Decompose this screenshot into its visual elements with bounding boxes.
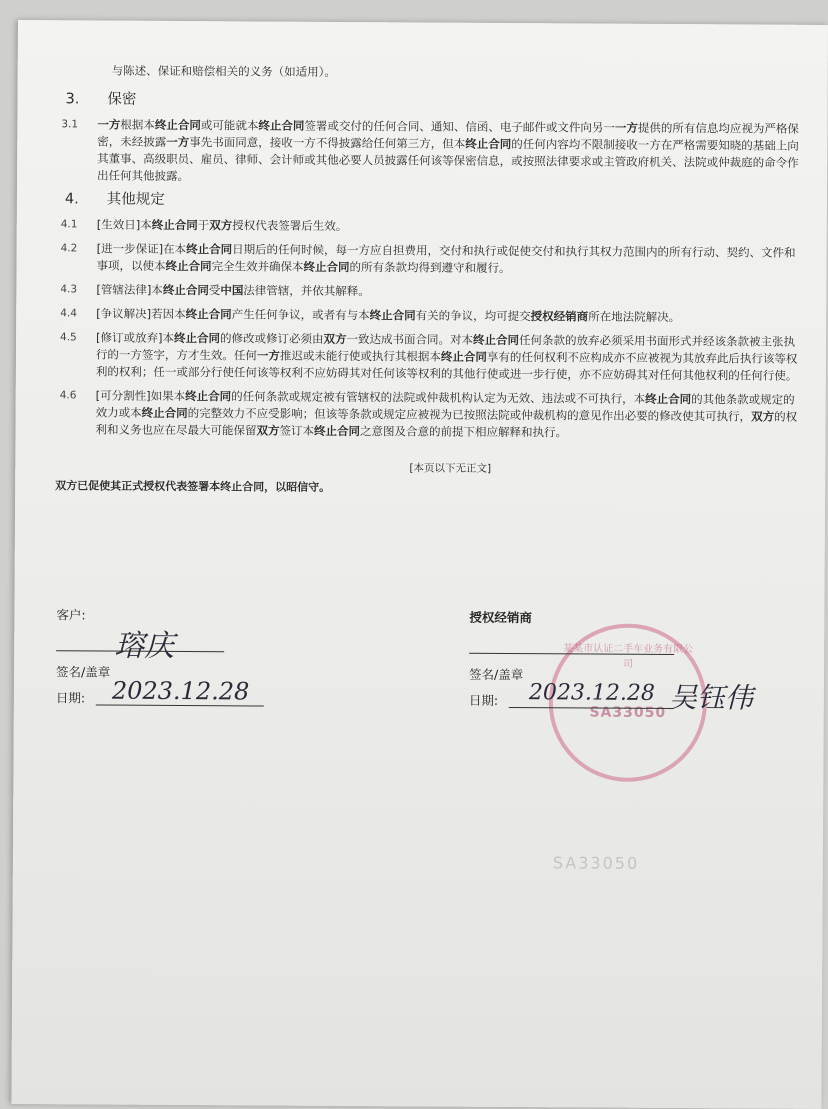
- customer-label: 客户:: [56, 607, 86, 623]
- clause-4-3: [56, 281, 806, 303]
- clause-4-4: [56, 305, 806, 327]
- bleed-through-stamp-ghost: SA33050: [552, 853, 640, 873]
- clause-text: [修订或放弃]本终止合同的修改或修订必须由双方一致达成书面合同。对本终止合同任何条款的放弃必须采用书面形式并经该条款被主张执行的一方签字，方才生效。任何一方推迟或未能行使或执行其根据本终止合同享有的任何权利不应构成亦不应被视为其放弃此后执行该等权利的权利；任一或部分行使任何该等权利不应妨碍其对任何该等权利的其他行使或进一步行使，亦不应妨碍其对任何其他权利的任何行使。: [95, 330, 798, 383]
- clause-3-1: [57, 116, 807, 189]
- customer-date-value: 2023.12.28: [111, 676, 250, 706]
- clause-4-6: [55, 387, 805, 443]
- section-3-heading: [65, 91, 807, 113]
- clause-text: [生效日]本终止合同于双方授权代表签署后生效。: [96, 217, 348, 234]
- clause-number: 4.5: [60, 331, 77, 344]
- clause-number: 4.3: [60, 283, 78, 296]
- clause-number: 4.2: [60, 242, 78, 255]
- customer-sign-label: 签名/盖章: [55, 664, 111, 680]
- clause-text: [进一步保证]在本终止合同日期后的任何时候，每一方应自担费用，交付和执行或促使交付和执行其权力范围内的所有行动、契约、文件和事项，以使本终止合同完全生效并确保本终止合同的所有条款均得到遵守和履行。: [96, 241, 796, 276]
- clause-4-5: [56, 329, 806, 385]
- customer-handwritten-signature: 瑢庆: [114, 628, 175, 664]
- clause-text: [争议解决]若因本终止合同产生任何争议，或者有与本终止合同有关的争议，均可提交授权经销商所在地法院解决。: [96, 306, 681, 325]
- stamp-ring-text: 某某市认证二手车业务有限公司: [563, 643, 694, 670]
- no-text-below-note: [本页以下无正文]: [409, 462, 492, 475]
- continued-text: 与陈述、保证和赔偿相关的义务（如适用）。: [111, 63, 336, 79]
- dealer-sign-label: 签名/盖章: [468, 666, 524, 683]
- dealer-date-label: 日期:: [468, 692, 499, 708]
- section-title: 保密: [107, 91, 137, 108]
- stamp-code: SA33050: [589, 704, 667, 721]
- document-page: [11, 20, 828, 1109]
- section-title: 其他规定: [106, 191, 165, 208]
- clause-text: [管辖法律]本终止合同受中国法律管辖，并依其解释。: [96, 282, 370, 299]
- document-body: [55, 62, 808, 499]
- dealer-handwritten-signature: 吴钰伟: [668, 680, 753, 715]
- section-number: 3.: [65, 91, 80, 108]
- closing-statement: 双方已促使其正式授权代表签署本终止合同，以昭信守。: [55, 479, 331, 494]
- clause-number: 4.6: [59, 389, 77, 402]
- clause-text: 一方根据本终止合同或可能就本终止合同签署或交付的任何合同、通知、信函、电子邮件或文件向另一一方提供的所有信息均应视为严格保密，未经披露一方事先书面同意，接收一方不得披露给任何第三方，但本终止合同的任何内容均不限制接收一方在严格需要知晓的基础上向其董事、高级职员、雇员、律师、会计师或其他必要人员披露任何该等保密信息，或按照法律要求或主管政府机关、法院或仲裁庭的命令作出任何其他披露。: [97, 117, 799, 184]
- clause-text: [可分割性]如果本终止合同的任何条款或规定被有管辖权的法院或仲裁机构认定为无效、违法或不可执行，本终止合同的其他条款或规定的效力或本终止合同的完整效力不应受影响；但该等条款或规定应被视为已按照法院或仲裁机构的意见作出必要的修改使其可执行，双方的权利和义务也应在尽最大可能保留双方签订本终止合同之意图及合意的前提下相应解释和执行。: [95, 388, 798, 440]
- customer-date-label: 日期:: [55, 690, 86, 706]
- customer-date-line: [96, 704, 264, 706]
- dealer-date-value: 2023.12.28: [528, 680, 655, 706]
- dealer-label: 授权经销商: [469, 609, 532, 626]
- clause-number: 3.1: [61, 118, 79, 131]
- clause-4-1: [57, 216, 807, 238]
- section-number: 4.: [64, 191, 79, 208]
- clause-number: 4.1: [60, 218, 78, 231]
- clause-4-2: [56, 240, 806, 279]
- clause-number: 4.4: [60, 307, 77, 320]
- section-4-heading: [65, 191, 807, 213]
